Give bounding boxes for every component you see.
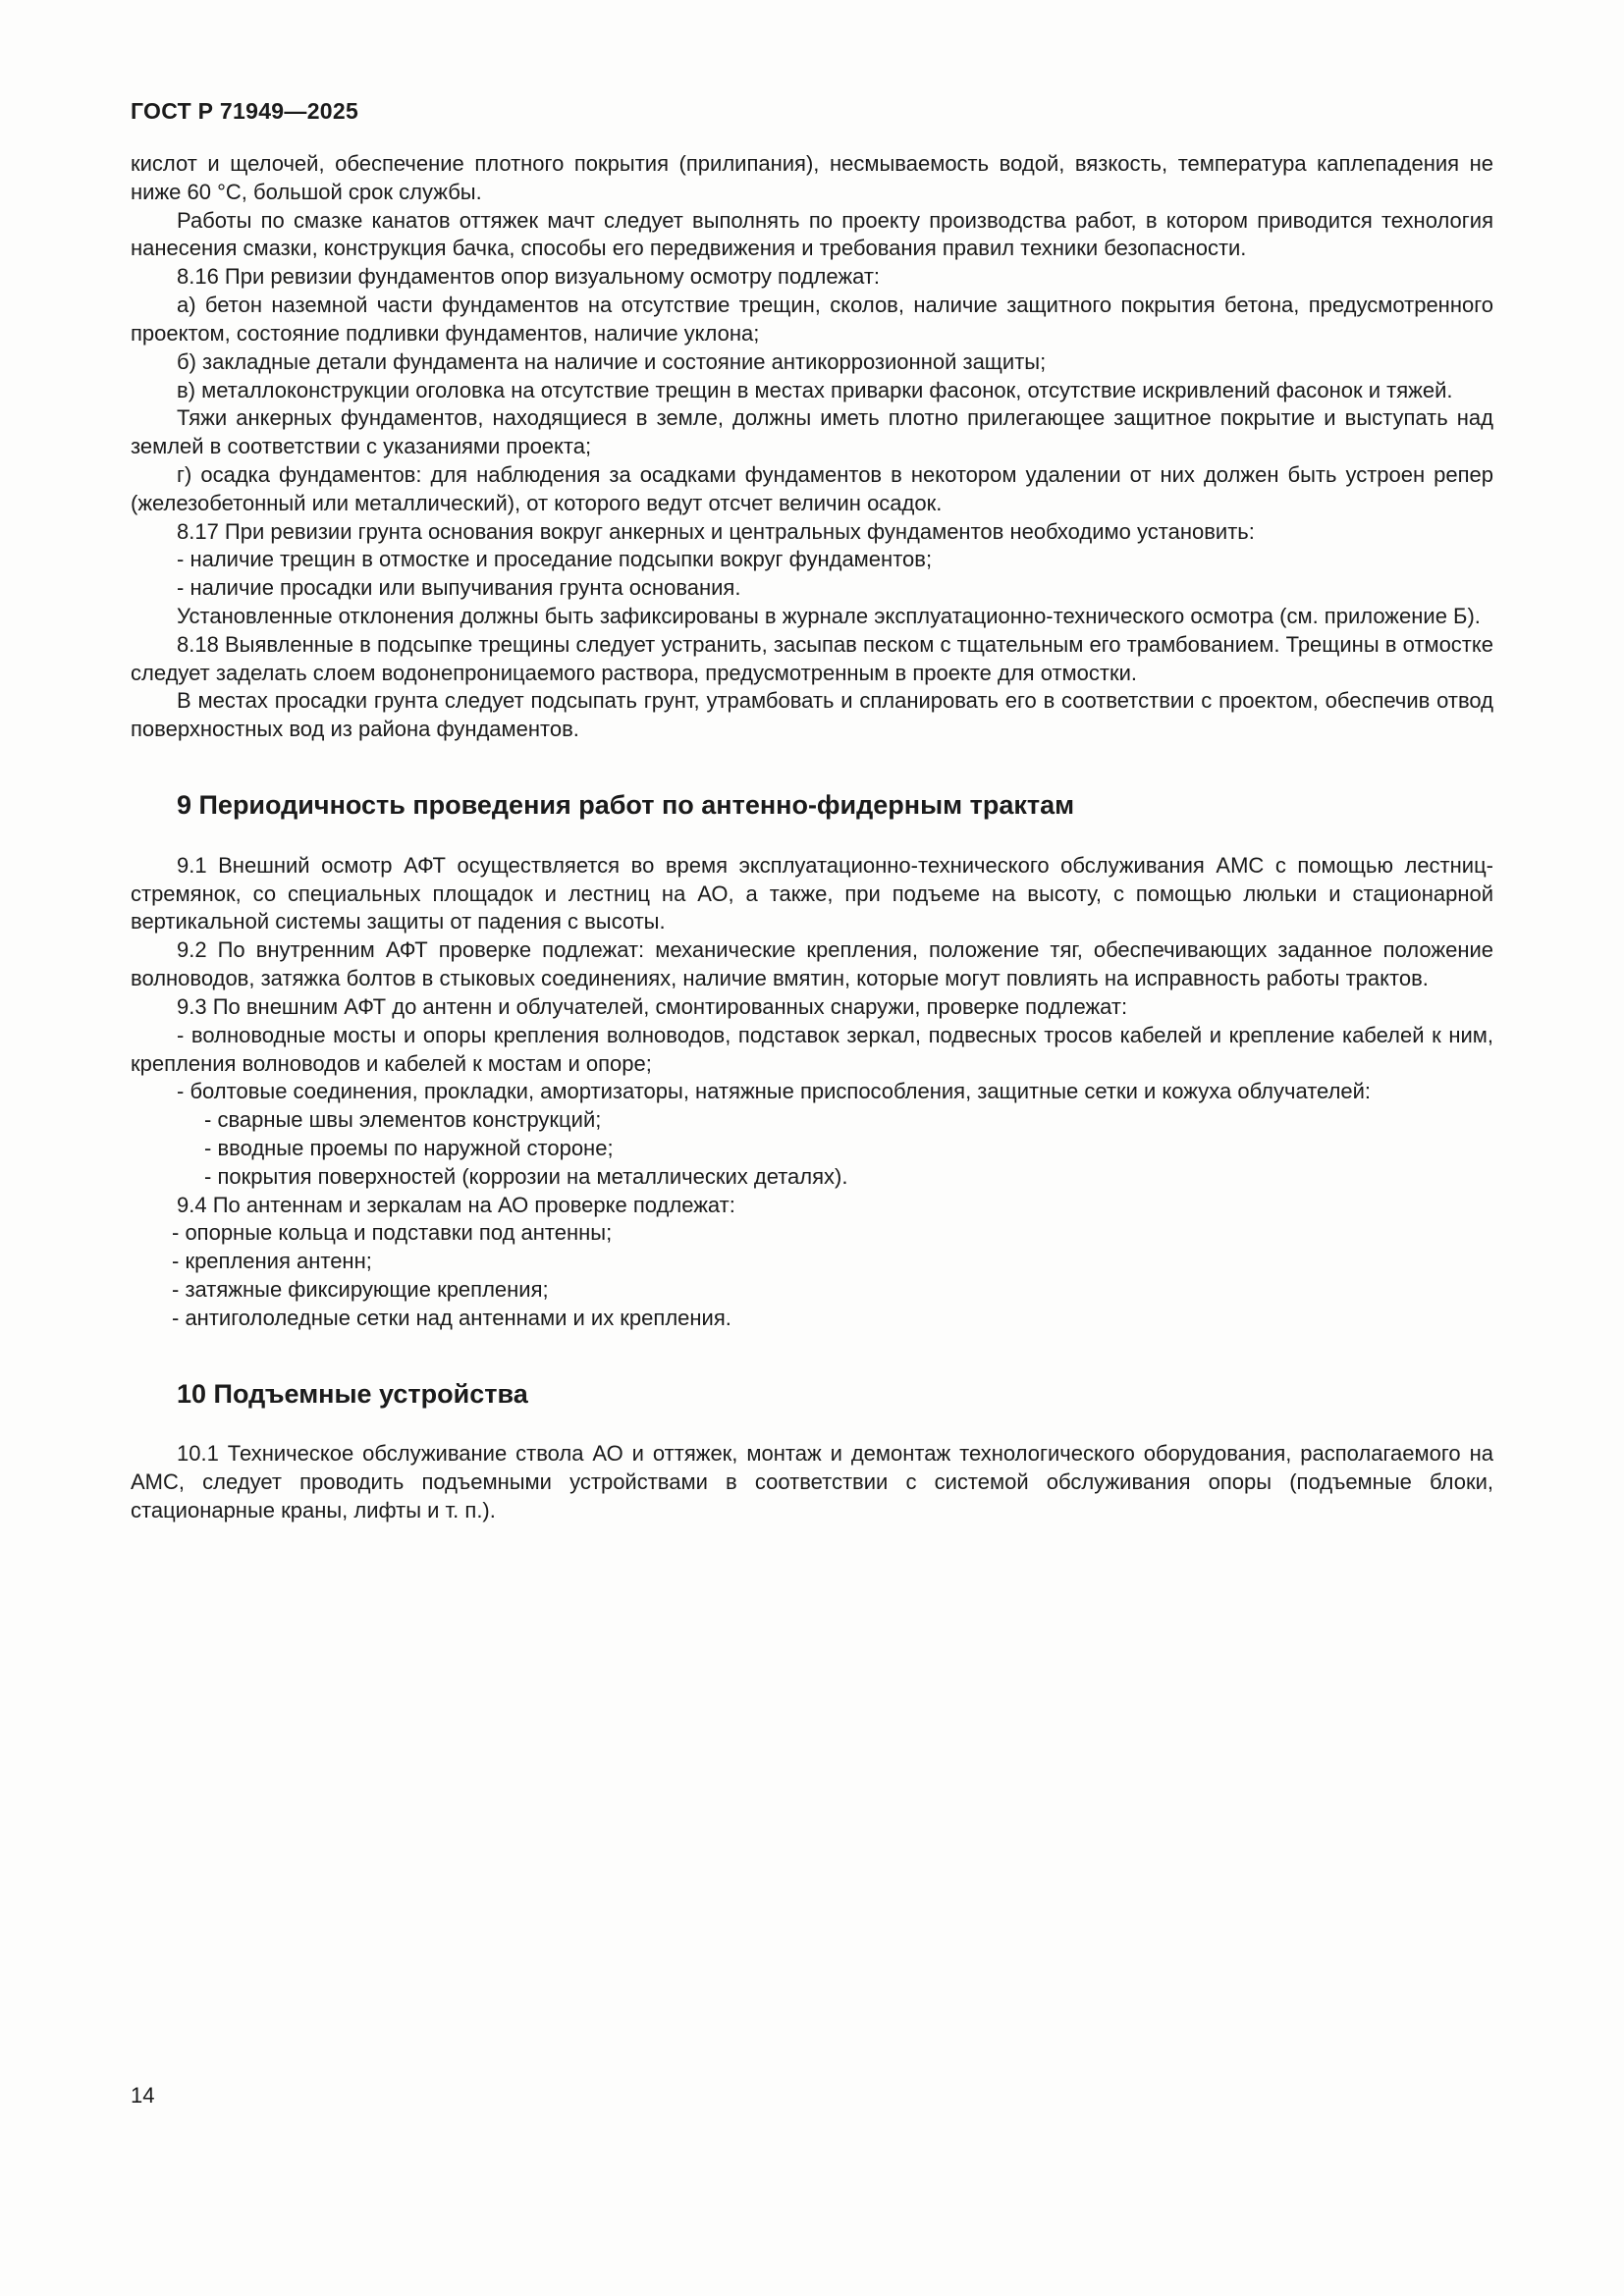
list-item: - волноводные мосты и опоры крепления волноводов, подставок зеркал, подвесных тросов кабелей и крепление кабелей к ним, крепления волноводов и кабелей к мостам и опоре; [131, 1022, 1493, 1076]
paragraph: Установленные отклонения должны быть зафиксированы в журнале эксплуатационно-технического осмотра (см. приложение Б). [177, 604, 1481, 628]
page-content [131, 98, 1493, 1525]
page-number: 14 [131, 2083, 155, 2108]
clause-8-18: 8.18 Выявленные в подсыпке трещины следует устранить, засыпав песком с тщательным его трамбованием. Трещины в отмостке следует заделать слоем водонепроницаемого раствора, предусмотренным в проекте для отмостки. [131, 631, 1493, 685]
running-header: ГОСТ Р 71949—2025 [131, 98, 359, 124]
paragraph: кислот и щелочей, обеспечение плотного покрытия (прилипания), несмываемость водой, вязкость, температура каплепадения не ниже 60 °С, большой срок службы. [131, 151, 1493, 204]
list-item: - антигололедные сетки над антеннами и их крепления. [172, 1305, 731, 1330]
clause-9-1: 9.1 Внешний осмотр АФТ осуществляется во время эксплуатационно-технического обслуживания АМС с помощью лестниц-стремянок, со специальных площадок и лестниц на АО, а также, при подъеме на высоту, с помощью люльки и стационарной вертикальной системы защиты от падения с высоты. [131, 852, 1493, 934]
list-item: а) бетон наземной части фундаментов на отсутствие трещин, сколов, наличие защитного покрытия бетона, предусмотренного проектом, состояние подливки фундаментов, наличие уклона; [131, 293, 1493, 346]
paragraph: В местах просадки грунта следует подсыпать грунт, утрамбовать и спланировать его в соответствии с проектом, обеспечив отвод поверхностных вод из района фундаментов. [131, 688, 1493, 742]
clause-10-1: 10.1 Техническое обслуживание ствола АО и оттяжек, монтаж и демонтаж технологического оборудования, располагаемого на АМС, следует проводить подъемными устройствами в соответствии с системой обслуживания опоры (подъемные блоки, стационарные краны, лифты и т. п.). [131, 1441, 1493, 1522]
list-item: б) закладные детали фундамента на наличие и состояние антикоррозионной защиты; [177, 348, 1047, 374]
list-item: - крепления антенн; [172, 1249, 372, 1274]
list-item: - вводные проемы по наружной стороне; [204, 1135, 614, 1160]
list-item: - опорные кольца и подставки под антенны; [172, 1220, 613, 1246]
list-item: - сварные швы элементов конструкций; [204, 1107, 602, 1133]
list-item: г) осадка фундаментов: для наблюдения за осадками фундаментов в некотором удалении от них должен быть устроен репер (железобетонный или металлический), от которого ведут отсчет величин осадок. [131, 461, 1493, 515]
clause-8-17: 8.17 При ревизии грунта основания вокруг анкерных и центральных фундаментов необходимо установить: [177, 518, 1255, 544]
list-item: - затяжные фиксирующие крепления; [172, 1277, 549, 1302]
list-item: - наличие просадки или выпучивания грунта основания. [177, 575, 741, 601]
list-item: - покрытия поверхностей (коррозии на металлических деталях). [204, 1163, 848, 1189]
clause-8-16: 8.16 При ревизии фундаментов опор визуальному осмотру подлежат: [177, 264, 881, 290]
clause-9-3: 9.3 По внешним АФТ до антенн и облучателей, смонтированных снаружи, проверке подлежат: [177, 993, 1128, 1019]
list-item: - наличие трещин в отмостке и проседание подсыпки вокруг фундаментов; [177, 547, 933, 572]
section-heading-10: 10 Подъемные устройства [177, 1378, 528, 1409]
paragraph: Тяжи анкерных фундаментов, находящиеся в земле, должны иметь плотно прилегающее защитное покрытие и выступать над землей в соответствии с указаниями проекта; [131, 405, 1493, 459]
list-item: - болтовые соединения, прокладки, амортизаторы, натяжные приспособления, защитные сетки и кожуха облучателей: [177, 1079, 1372, 1104]
clause-9-2: 9.2 По внутренним АФТ проверке подлежат: механические крепления, положение тяг, обеспечивающих заданное положение волноводов, затяжка болтов в стыковых соединениях, наличие вмятин, которые могут повлиять на исправность работы трактов. [131, 937, 1493, 991]
paragraph: Работы по смазке канатов оттяжек мачт следует выполнять по проекту производства работ, в котором приводится технология нанесения смазки, конструкция бачка, способы его передвижения и требования правил техники безопасности. [131, 207, 1493, 261]
clause-9-4: 9.4 По антеннам и зеркалам на АО проверке подлежат: [177, 1192, 735, 1217]
section-heading-9: 9 Периодичность проведения работ по антенно-фидерным трактам [177, 790, 1075, 821]
list-item: в) металлоконструкции оголовка на отсутствие трещин в местах приварки фасонок, отсутствие искривлений фасонок и тяжей. [177, 377, 1453, 402]
